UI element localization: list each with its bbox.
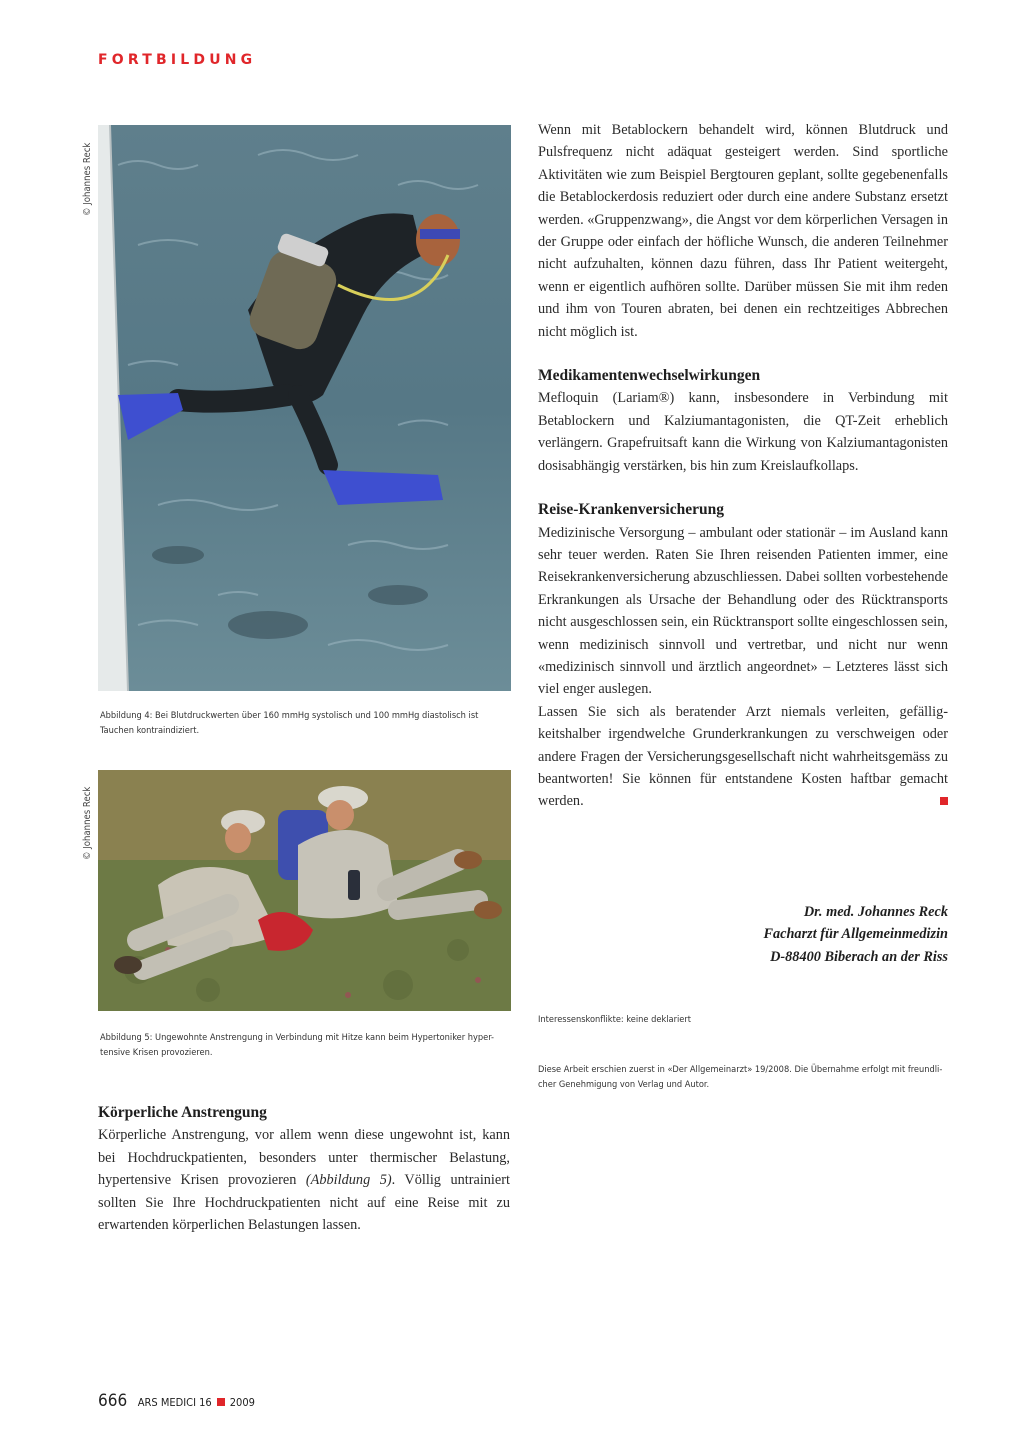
section-label: FORTBILDUNG xyxy=(98,52,257,68)
figure-4-caption: Abbildung 4: Bei Blutdruckwerten über 160 mmHg systolisch und 100 mmHg diastolisch ist Tauchen kontraindiziert. xyxy=(100,710,479,736)
photo-credit: © Johannes Reck xyxy=(82,786,93,860)
body-paragraph: Medizinische Versorgung – ambulant oder stationär – im Ausland kann sehr teuer werden. Raten Sie Ihren reisenden Patienten immer, eine Reisekrankenversicherung abzuschliessen. Dabei sollten vorbestehende Erkrankungen als Ursache der Behandlung oder des Rücktransports nicht ausgeschlossen sein, ein Rücktransport sollte eingeschlossen sein, wenn medizinisch sinnvoll und vertretbar, und nicht nur wenn «medizinisch sinnvoll und ärztlich angeordnet» – Letzteres lässt sich viel enger auslegen. xyxy=(538,524,948,698)
body-paragraph: Körperliche Anstrengung, vor allem wenn diese ungewohnt ist, kann bei Hochdruckpatienten, besonders unter thermischer Belastung, hypertensive Krisen provozieren (Abbildung 5). Völlig untrainiert sollten Sie Ihre Hochdruckpatienten nicht auf eine Reise mit zu erwartenden körperlichen Belastungen lassen. xyxy=(98,1127,510,1234)
end-of-article-mark xyxy=(940,797,948,805)
journal-issue: ARS MEDICI 16 xyxy=(137,1396,212,1409)
diver-photo xyxy=(98,125,511,691)
page-footer xyxy=(98,1391,255,1411)
body-paragraph: Lassen Sie sich als beratender Arzt niemals verleiten, gefälligkeitshalber irgendwelche Grunderkrankungen zu verschweigen oder andere Fragen der Versicherungsgesellschaft nicht wahrheitsgemäss zu beantworten! Sie können für entstandene Kosten haftbar gemacht werden. xyxy=(538,703,948,810)
section-heading: Körperliche Anstrengung xyxy=(98,1104,267,1121)
source-note: Diese Arbeit erschien zuerst in «Der Allgemeinarzt» 19/2008. Die Übernahme erfolgt mit freundlicher Genehmigung von Verlag und Autor. xyxy=(538,1064,943,1090)
body-paragraph: Mefloquin (Lariam®) kann, insbesondere in Verbindung mit Betablockern und Kalziumantagonisten, die QT-Zeit erheblich verlängern. Grapefruitsaft kann die Wirkung von Kalziumantagonisten dosisabhängig verstärken, bis hin zum Kreislaufkollaps. xyxy=(538,390,948,474)
figure-reference: (Abbildung 5) xyxy=(305,1172,392,1189)
figure-5-caption: Abbildung 5: Ungewohnte Anstrengung in Verbindung mit Hitze kann beim Hypertoniker hyper-tensive Krisen provozieren. xyxy=(100,1032,495,1058)
author-block xyxy=(763,901,948,968)
author-address: D-88400 Biberach an der Riss xyxy=(770,948,948,965)
page-number: 666 xyxy=(98,1391,128,1411)
hikers-photo xyxy=(98,770,511,1011)
conflict-note: Interessenskonflikte: keine deklariert xyxy=(538,1014,692,1025)
body-paragraph: Wenn mit Betablockern behandelt wird, können Blutdruck und Pulsfrequenz nicht adäquat gesteigert werden. Sind sportliche Aktivitäten wie zum Beispiel Bergtouren geplant, sollte gegebenenfalls die Betablockerdosis reduziert oder durch eine andere Substanz ersetzt werden. «Gruppenzwang», die Angst vor dem körperlichen Versagen in der Gruppe oder einfach der höfliche Wunsch, die anderen Teilnehmer nicht aufzuhalten, können dazu führen, dass Ihr Patient weitergeht, wenn er eigentlich aufhören sollte. Darüber müssen Sie mit ihm reden und ihm von Touren abraten, bei denen ein rechtzeitiges Abbrechen nicht möglich ist. xyxy=(538,122,948,340)
section-heading: Medikamentenwechselwirkungen xyxy=(538,367,761,385)
journal-year: 2009 xyxy=(229,1396,255,1409)
author-name: Dr. med. Johannes Reck xyxy=(803,904,948,920)
photo-credit: © Johannes Reck xyxy=(82,142,93,216)
footer-square xyxy=(217,1398,225,1406)
section-physical-exertion xyxy=(98,1102,510,1236)
author-title: Facharzt für Allgemeinmedizin xyxy=(763,926,948,943)
right-column xyxy=(538,119,948,813)
section-heading: Reise-Krankenversicherung xyxy=(538,501,724,519)
